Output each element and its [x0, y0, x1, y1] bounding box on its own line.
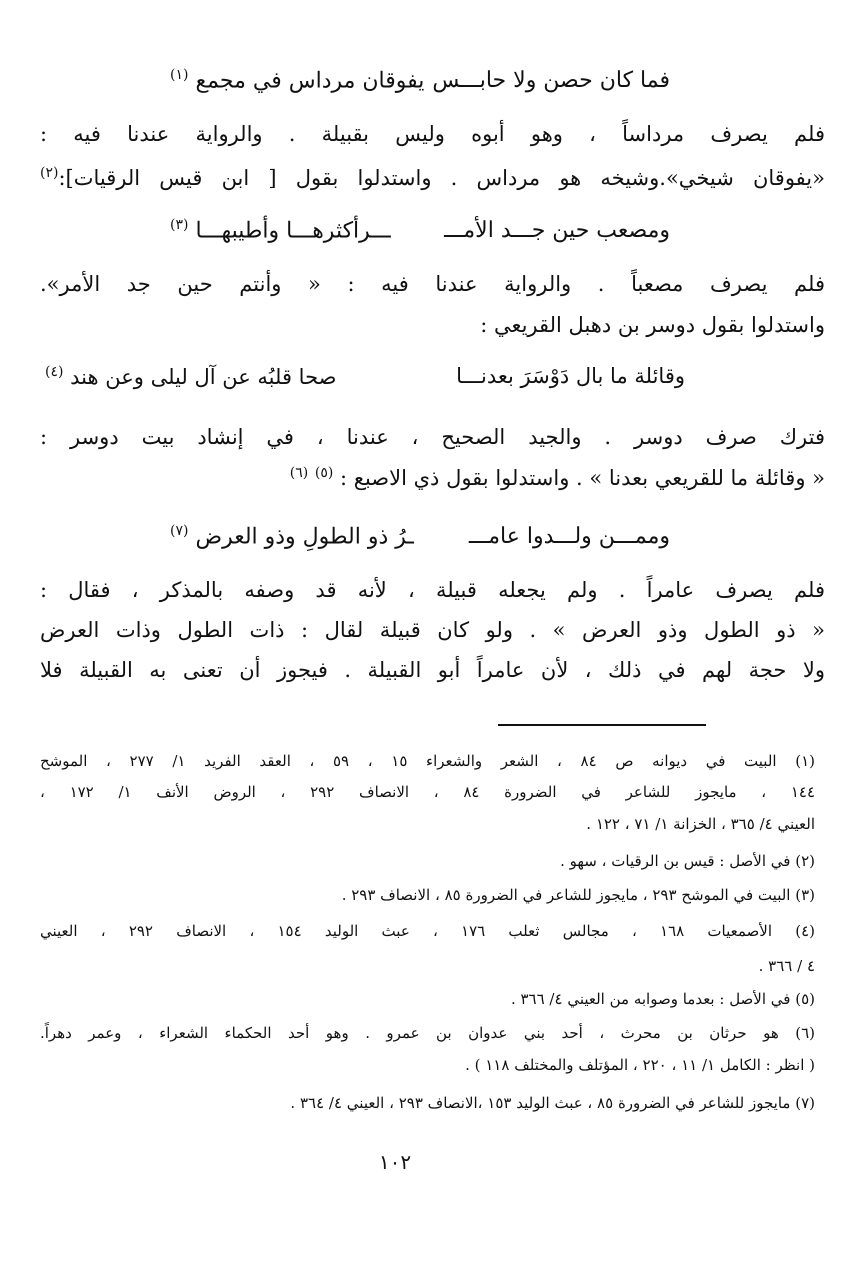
footnote-ref-3: (٣) [170, 216, 189, 233]
footnote-ref-2: (٢) [40, 165, 59, 181]
footnote-4-line-2: ٤ / ٣٦٦ . [758, 957, 815, 975]
verse-3-first-hemistich: وقائلة ما بال دَوْسَرَ بعدنـــا [456, 364, 685, 388]
prose-line-1: فلم يصرف مرداساً ، وهو أبوه وليس بقبيلة . والرواية عندنا فيه : [40, 122, 825, 146]
verse-4-second-hemistich [170, 523, 414, 549]
footnote-ref-1: (١) [170, 66, 189, 83]
footnote-ref-6: (٦) [289, 465, 309, 481]
prose-line-2 [40, 165, 825, 190]
verse-2 [170, 212, 670, 248]
page-number: ١٠٢ [378, 1150, 412, 1174]
verse-4-second-text: ـرُ ذو الطولِ وذو العرض [195, 524, 414, 550]
footnote-3: (٣) البيت في الموشح ٢٩٣ ، مايجوز للشاعر في الضرورة ٨٥ ، الانصاف ٢٩٣ . [341, 886, 815, 904]
prose-line-6-text: « وقائلة ما للقريعي بعدنا » . واستدلوا بقول ذي الاصبع : [340, 466, 825, 490]
prose-line-2-text: «يفوقان شيخي».وشيخه هو مرداس . واستدلوا بقول [ ابن قيس الرقيات]: [58, 166, 825, 190]
footnote-ref-7: (٧) [170, 522, 189, 539]
footnote-2: (٢) في الأصل : قيس بن الرقيات ، سهو . [560, 852, 815, 870]
prose-line-3: فلم يصرف مصعباً . والرواية عندنا فيه : « وأنتم حين جد الأمر». [40, 272, 825, 296]
prose-line-4: واستدلوا بقول دوسر بن دهبل القريعي : [480, 313, 825, 337]
verse-3-second-text: صحا قلبُه عن آل ليلى وعن هند [70, 364, 337, 389]
verse-1-first-hemistich: فما كان حصن ولا حابـــس [432, 67, 670, 93]
verse-4-first-hemistich: وممـــن ولـــدوا عامـــ [468, 523, 670, 549]
footnote-6-line-1: (٦) هو حرثان بن محرث ، أحد بني عدوان بن عمرو . وهو أحد الحكماء الشعراء ، وعمر دهراً. [40, 1024, 815, 1042]
prose-line-8: « ذو الطول وذو العرض » . ولو كان قبيلة لقال : ذات الطول وذات العرض [40, 618, 825, 642]
prose-line-7: فلم يصرف عامراً . ولم يجعله قبيلة ، لأنه قد وصفه بالمذكر ، فقال : [40, 578, 825, 602]
prose-line-5: فترك صرف دوسر . والجيد الصحيح ، عندنا ، في إنشاد بيت دوسر : [40, 425, 825, 449]
prose-line-9: ولا حجة لهم في ذلك ، لأن عامراً أبو القبيلة . فيجوز أن تعنى به القبيلة فلا [40, 658, 825, 682]
verse-2-second-hemistich [170, 217, 391, 243]
verse-3-second-hemistich [45, 364, 336, 389]
footnote-ref-5: (٥) [314, 465, 334, 481]
verse-2-second-text: ـــرأكثرهـــا وأطيبهـــا [195, 218, 391, 244]
footnote-1-line-3: العيني ٤/ ٣٦٥ ، الخزانة ١/ ٧١ ، ١٢٢ . [586, 815, 815, 833]
verse-1-second-text: يفوقان مرداس في مجمع [195, 68, 425, 94]
footnote-5: (٥) في الأصل : بعدما وصوابه من العيني ٤/ ٣٦٦ . [510, 990, 815, 1008]
footnote-1-line-2: ١٤٤ ، مايجوز للشاعر في الضرورة ٨٤ ، الانصاف ٢٩٢ ، الروض الأنف ١/ ١٧٢ ، [40, 783, 815, 801]
prose-line-6 [40, 465, 825, 490]
verse-1 [170, 62, 670, 98]
footnote-1-line-1: (١) البيت في ديوانه ص ٨٤ ، الشعر والشعراء ١٥ ، ٥٩ ، العقد الفريد ١/ ٢٧٧ ، الموشح [40, 752, 815, 770]
footnote-4-line-1: (٤) الأصمعيات ١٦٨ ، مجالس ثعلب ١٧٦ ، عبث الوليد ١٥٤ ، الانصاف ٢٩٢ ، العيني [40, 922, 815, 940]
verse-3 [45, 358, 685, 394]
verse-1-second-hemistich [170, 67, 424, 93]
verse-4 [170, 518, 670, 554]
footnote-ref-4: (٤) [45, 363, 64, 380]
footnote-divider [498, 724, 706, 726]
footnote-7: (٧) مايجوز للشاعر في الضرورة ٨٥ ، عبث الوليد ١٥٣ ،الانصاف ٢٩٣ ، العيني ٤/ ٣٦٤ . [290, 1094, 815, 1112]
verse-2-first-hemistich: ومصعب حين جـــد الأمـــ [444, 217, 670, 243]
footnote-6-line-2: ( انظر : الكامل ١/ ١١ ، ٢٢٠ ، المؤتلف والمختلف ١١٨ ) . [465, 1056, 815, 1074]
